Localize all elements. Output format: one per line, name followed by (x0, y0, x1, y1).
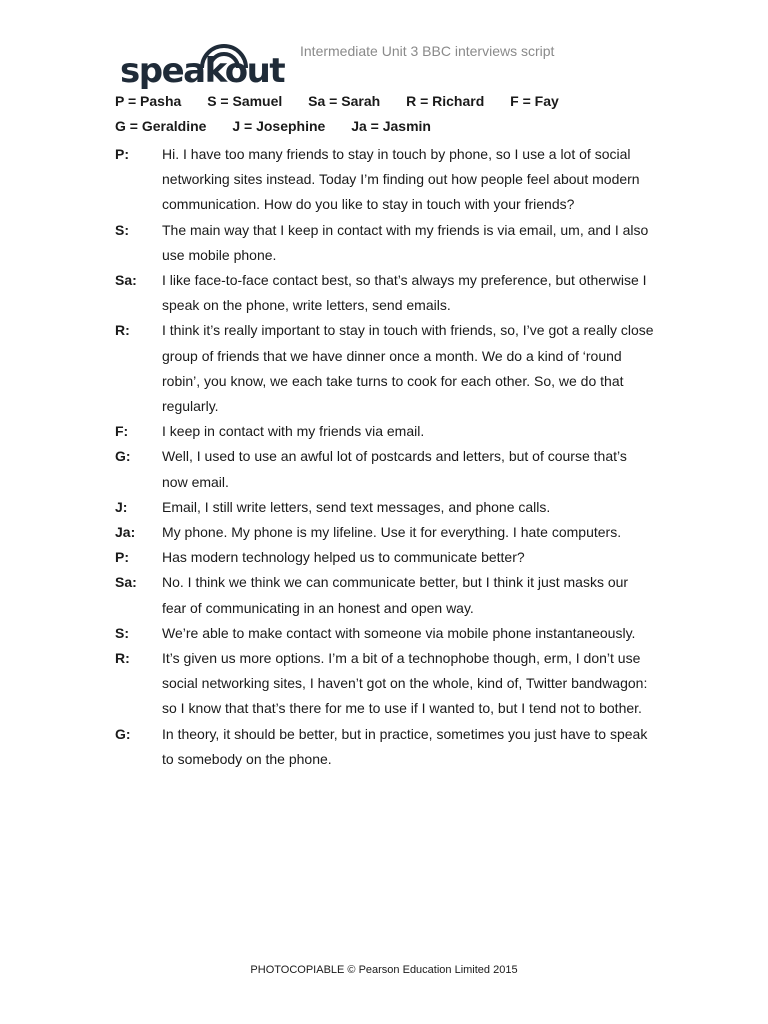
speaker-label: P: (115, 549, 129, 566)
transcript-entry (115, 218, 655, 268)
speaker-label: S: (115, 221, 129, 238)
speech-text: I keep in contact with my friends via email. (162, 423, 425, 440)
transcript-entry (115, 621, 655, 646)
transcript-entry (115, 646, 655, 722)
speech-text: My phone. My phone is my lifeline. Use it for everything. I hate computers. (162, 524, 622, 541)
speaker-label: R: (115, 322, 130, 339)
speech-text: Has modern technology helped us to communicate better? (162, 549, 525, 566)
key-item: Ja = Jasmin (351, 118, 431, 134)
speaker-label: Sa: (115, 574, 137, 591)
speaker-label: J: (115, 498, 128, 515)
transcript-entry (115, 318, 655, 419)
copyright-footer: PHOTOCOPIABLE © Pearson Education Limited 2015 (250, 964, 518, 976)
transcript-entry (115, 545, 655, 570)
transcript-entry (115, 722, 655, 772)
speaker-label: G: (115, 448, 131, 465)
key-item: S = Samuel (207, 93, 283, 109)
speech-text: I think it’s really important to stay in touch with friends, so, I’ve got a really close group of friends that we have dinner once a month. We do a kind of ‘round robin’, you know, we each take turns to cook for each other. So, we do that regularly. (162, 322, 654, 415)
speaker-label: Sa: (115, 272, 137, 289)
transcript-entry (115, 570, 655, 620)
transcript-entry (115, 142, 655, 218)
speaker-label: P: (115, 146, 129, 162)
speech-text: Email, I still write letters, send text messages, and phone calls. (162, 498, 551, 515)
speech-text: I like face-to-face contact best, so that’s always my preference, but otherwise I speak on the phone, write letters, send emails. (162, 272, 647, 314)
logo-wordmark: speakout (120, 51, 285, 91)
transcript-entry (115, 444, 655, 494)
transcript (115, 142, 655, 772)
transcript-entry (115, 520, 655, 545)
speaker-key-line-2 (115, 118, 431, 134)
document-title: Intermediate Unit 3 BBC interviews script (300, 43, 555, 59)
transcript-entry (115, 268, 655, 318)
speaker-label: G: (115, 725, 131, 742)
speech-text: No. I think we think we can communicate better, but I think it just masks our fear of communicating in an honest and open way. (162, 574, 629, 616)
transcript-entry (115, 419, 655, 444)
speech-text: We’re able to make contact with someone via mobile phone instantaneously. (162, 624, 636, 641)
key-item: G = Geraldine (115, 118, 207, 134)
speech-text: It’s given us more options. I’m a bit of a technophobe though, erm, I don’t use social networking sites, I haven’t got on the whole, kind of, Twitter bandwagon: so I know that that’s there for me to use if I wanted to, but I tend not to bother. (162, 650, 648, 717)
speaker-label: Ja: (115, 524, 136, 541)
key-item: P = Pasha (115, 93, 182, 109)
speaker-key-line-1 (115, 93, 559, 109)
speech-text: Hi. I have too many friends to stay in touch by phone, so I use a lot of social networking sites instead. Today I’m finding out how people feel about modern communication. How do you like to stay in touch with your friends? (162, 146, 640, 213)
speech-text: Well, I used to use an awful lot of postcards and letters, but of course that’s now email. (162, 448, 627, 490)
speaker-label: S: (115, 624, 129, 641)
transcript-entry (115, 495, 655, 520)
speaker-label: R: (115, 650, 130, 667)
speakout-logo (120, 40, 295, 96)
key-item: Sa = Sarah (308, 93, 381, 109)
speech-text: In theory, it should be better, but in practice, sometimes you just have to speak to somebody on the phone. (162, 725, 648, 767)
key-item: R = Richard (406, 93, 485, 109)
key-item: J = Josephine (232, 118, 326, 134)
speaker-label: F: (115, 423, 129, 440)
speech-text: The main way that I keep in contact with my friends is via email, um, and I also use mobile phone. (162, 221, 649, 263)
key-item: F = Fay (510, 93, 559, 109)
